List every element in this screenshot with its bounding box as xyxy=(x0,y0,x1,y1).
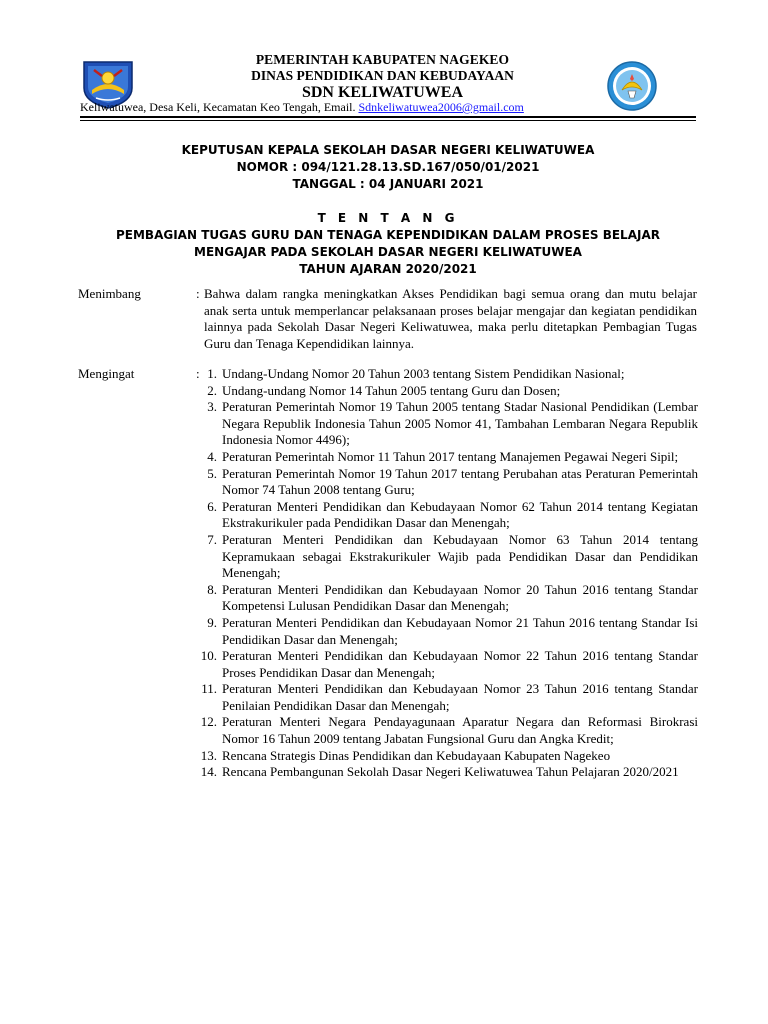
list-item xyxy=(195,582,698,615)
list-item-text: Peraturan Menteri Negara Pendayagunaan Aparatur Negara dan Reformasi Birokrasi Nomor 16 Tahun 2009 tentang Jabatan Fungsional Guru dan Angka Kredit; xyxy=(222,714,698,747)
email-link[interactable]: Sdnkeliwatuwea2006@gmail.com xyxy=(358,100,524,114)
list-item-number: 4. xyxy=(207,448,217,464)
list-item xyxy=(195,532,698,582)
letterhead-divider-thick xyxy=(80,116,696,118)
menimbang-label: Menimbang xyxy=(78,286,141,301)
tentang-heading: T E N T A N G xyxy=(317,211,459,225)
list-item-text: Peraturan Menteri Pendidikan dan Kebudayaan Nomor 63 Tahun 2014 tentang Kepramukaan sebagai Ekstrakurikuler Wajib pada Pendidikan Dasar dan Pendidikan Menengah; xyxy=(222,531,698,581)
list-item-number: 10. xyxy=(200,648,217,664)
list-item-text: Peraturan Menteri Pendidikan dan Kebudayaan Nomor 22 Tahun 2016 tentang Standar Proses Pendidikan Dasar dan Menengah; xyxy=(222,648,698,680)
address-text: Keliwatuwea, Desa Keli, Kecamatan Keo Tengah, Email. xyxy=(80,100,359,114)
list-item-text: Peraturan Menteri Pendidikan dan Kebudayaan Nomor 62 Tahun 2014 tentang Kegiatan Ekstrakurikuler pada Pendidikan Dasar dan Menengah; xyxy=(222,498,698,531)
decree-subject-line3: TAHUN AJARAN 2020/2021 xyxy=(299,262,477,276)
list-item xyxy=(195,399,698,449)
decree-title: KEPUTUSAN KEPALA SEKOLAH DASAR NEGERI KELIWATUWEA xyxy=(181,143,595,157)
list-item xyxy=(195,764,698,781)
list-item-number: 6. xyxy=(207,498,217,514)
list-item-text: Undang-Undang Nomor 20 Tahun 2003 tentang Sistem Pendidikan Nasional; xyxy=(222,366,625,381)
list-item-text: Rencana Strategis Dinas Pendidikan dan Kebudayaan Kabupaten Nagekeo xyxy=(222,747,611,763)
list-item xyxy=(195,383,698,400)
list-item-number: 5. xyxy=(207,465,217,481)
decree-subject-line2: MENGAJAR PADA SEKOLAH DASAR NEGERI KELIWATUWEA xyxy=(194,245,582,259)
decree-number: NOMOR : 094/121.28.13.SD.167/050/01/2021 xyxy=(236,160,540,174)
list-item-text: Undang-undang Nomor 14 Tahun 2005 tentang Guru dan Dosen; xyxy=(222,382,561,398)
list-item xyxy=(195,714,698,747)
decree-date: TANGGAL : 04 JANUARI 2021 xyxy=(292,177,484,191)
list-item-number: 11. xyxy=(201,681,217,697)
government-name: PEMERINTAH KABUPATEN NAGEKEO xyxy=(255,52,510,67)
list-item-number: 1. xyxy=(207,366,217,381)
list-item-text: Rencana Pembangunan Sekolah Dasar Negeri Keliwatuwea Tahun Pelajaran 2020/2021 xyxy=(222,764,679,780)
list-item-number: 8. xyxy=(207,581,217,597)
list-item xyxy=(195,615,698,648)
school-name: SDN KELIWATUWEA xyxy=(301,84,464,101)
mengingat-label: Mengingat xyxy=(78,366,135,381)
menimbang-text: Bahwa dalam rangka meningkatkan Akses Pendidikan bagi semua orang dan mutu belajar anak serta untuk memperlancar pelaksanaan proses belajar mengajar dan kegiatan pendidikan lainnya pada Sekolah Dasar Negeri Keliwatuwea, maka perlu ditetapkan Pembagian Tugas Guru dan Tenaga Kependidikan lainnya. xyxy=(204,286,697,351)
list-item-number: 12. xyxy=(200,714,217,730)
agency-name: DINAS PENDIDIKAN DAN KEBUDAYAAN xyxy=(251,68,514,83)
list-item-text: Peraturan Pemerintah Nomor 11 Tahun 2017 tentang Manajemen Pegawai Negeri Sipil; xyxy=(222,448,679,464)
letterhead-divider-thin xyxy=(80,120,696,121)
list-item-number: 3. xyxy=(207,399,217,415)
list-item-number: 9. xyxy=(207,614,217,630)
list-item-number: 7. xyxy=(207,531,217,547)
list-item-number: 2. xyxy=(207,382,217,398)
school-address xyxy=(80,100,700,114)
list-item xyxy=(195,648,698,681)
list-item-text: Peraturan Menteri Pendidikan dan Kebudayaan Nomor 23 Tahun 2016 tentang Standar Penilaian Pendidikan Dasar dan Menengah; xyxy=(222,681,698,713)
list-item-text: Peraturan Pemerintah Nomor 19 Tahun 2005 tentang Stadar Nasional Pendidikan (Lembar Negara Republik Indonesia Tahun 2005 Nomor 41, Tambahan Lembaran Negara Republik Indonesia Nomor 4496); xyxy=(222,399,698,448)
list-item xyxy=(195,466,698,499)
list-item xyxy=(195,499,698,532)
letterhead xyxy=(150,52,615,102)
list-item-text: Peraturan Pemerintah Nomor 19 Tahun 2017 tentang Perubahan atas Peraturan Pemerintah Nomor 74 Tahun 2008 tentang Guru; xyxy=(222,465,698,498)
list-item-text: Peraturan Menteri Pendidikan dan Kebudayaan Nomor 21 Tahun 2016 tentang Standar Isi Pendidikan Dasar dan Menengah; xyxy=(222,614,698,647)
list-item-text: Peraturan Menteri Pendidikan dan Kebudayaan Nomor 20 Tahun 2016 tentang Standar Kompetensi Lulusan Pendidikan Dasar dan Menengah; xyxy=(222,581,698,614)
menimbang-colon: : xyxy=(196,286,200,301)
list-item xyxy=(195,449,698,466)
list-item-number: 14. xyxy=(200,764,217,780)
decree-heading xyxy=(80,142,696,278)
list-item xyxy=(195,681,698,714)
decree-subject-line1: PEMBAGIAN TUGAS GURU DAN TENAGA KEPENDIDIKAN DALAM PROSES BELAJAR xyxy=(116,228,660,242)
list-item xyxy=(195,366,698,383)
mengingat-list xyxy=(195,366,698,781)
list-item-number: 13. xyxy=(200,747,217,763)
list-item xyxy=(195,748,698,765)
mengingat-colon: : xyxy=(196,366,200,381)
